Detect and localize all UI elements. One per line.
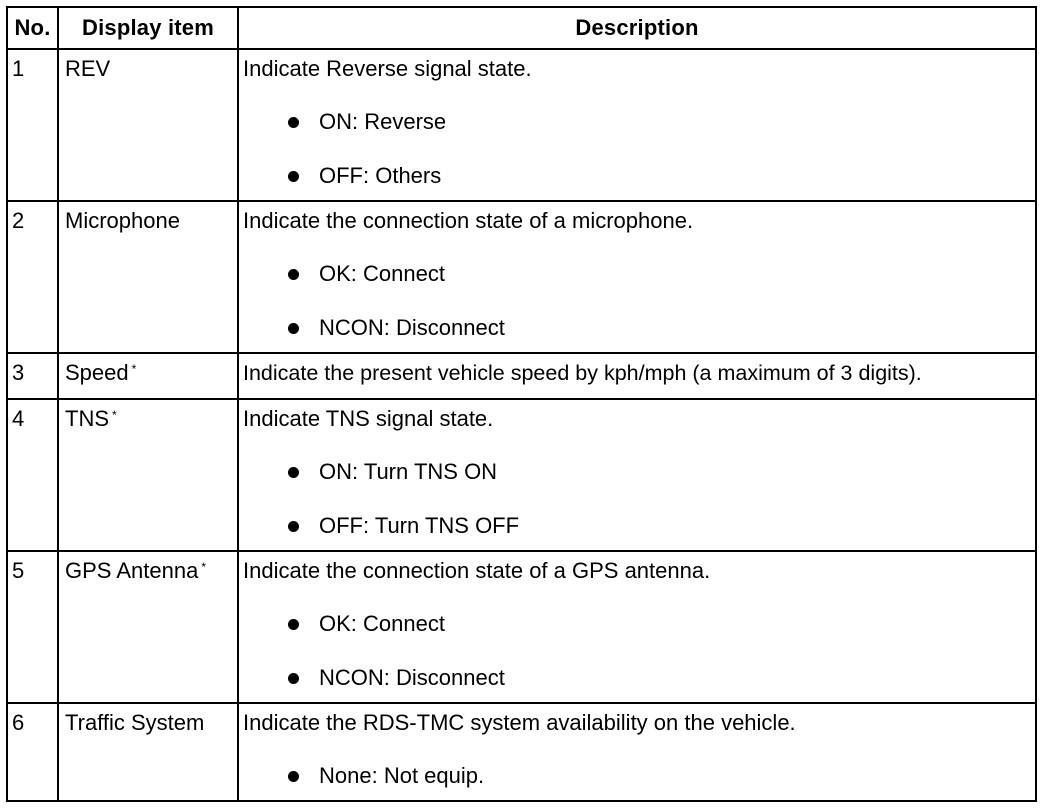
header-no: No. (7, 7, 58, 49)
description-cell (238, 399, 1036, 551)
display-item-cell (58, 353, 238, 399)
bullet-item: NCON: Disconnect (243, 666, 1035, 690)
table-row (7, 399, 1036, 551)
description-text: Indicate the RDS-TMC system availability on the vehicle. (243, 710, 796, 735)
row-number: 1 (7, 49, 58, 201)
description-text: Indicate the connection state of a microphone. (243, 208, 694, 233)
footnote-asterisk: * (201, 560, 206, 574)
display-item-table (6, 6, 1037, 802)
description-text: Indicate TNS signal state. (243, 406, 494, 431)
display-item-cell (58, 551, 238, 703)
bullet-item: ON: Turn TNS ON (243, 460, 1035, 484)
display-item-label: TNS (65, 406, 109, 431)
description-cell (238, 353, 1036, 399)
description-text: Indicate Reverse signal state. (243, 56, 532, 81)
footnote-asterisk: * (131, 362, 137, 376)
row-number: 6 (7, 703, 58, 801)
display-item-cell (58, 703, 238, 801)
table-row (7, 703, 1036, 801)
row-number: 4 (7, 399, 58, 551)
footnote-asterisk: * (112, 408, 117, 422)
display-item-label: Microphone (65, 208, 180, 233)
description-cell (238, 49, 1036, 201)
display-item-cell (58, 201, 238, 353)
display-item-label: Speed (65, 360, 129, 385)
display-item-cell (58, 399, 238, 551)
table-row (7, 201, 1036, 353)
header-display-item: Display item (58, 7, 238, 49)
bullet-item: OK: Connect (243, 262, 1035, 286)
display-item-cell (58, 49, 238, 201)
bullet-item: OFF: Turn TNS OFF (243, 514, 1035, 538)
row-number: 3 (7, 353, 58, 399)
table-row (7, 551, 1036, 703)
row-number: 5 (7, 551, 58, 703)
description-cell (238, 551, 1036, 703)
row-number: 2 (7, 201, 58, 353)
table-header-row (7, 7, 1036, 49)
bullet-item: None: Not equip. (243, 764, 1035, 788)
display-item-label: Traffic System (65, 710, 205, 735)
bullet-item: OK: Connect (243, 612, 1035, 636)
description-text: Indicate the connection state of a GPS antenna. (243, 558, 711, 583)
table-row (7, 353, 1036, 399)
display-item-label: GPS Antenna (65, 558, 199, 583)
bullet-item: OFF: Others (243, 164, 1035, 188)
description-cell (238, 201, 1036, 353)
display-item-label: REV (65, 56, 111, 81)
table-row (7, 49, 1036, 201)
description-cell (238, 703, 1036, 801)
header-description: Description (238, 7, 1036, 49)
bullet-item: NCON: Disconnect (243, 316, 1035, 340)
bullet-item: ON: Reverse (243, 110, 1035, 134)
description-text: Indicate the present vehicle speed by kph/mph (a maximum of 3 digits). (243, 361, 922, 385)
